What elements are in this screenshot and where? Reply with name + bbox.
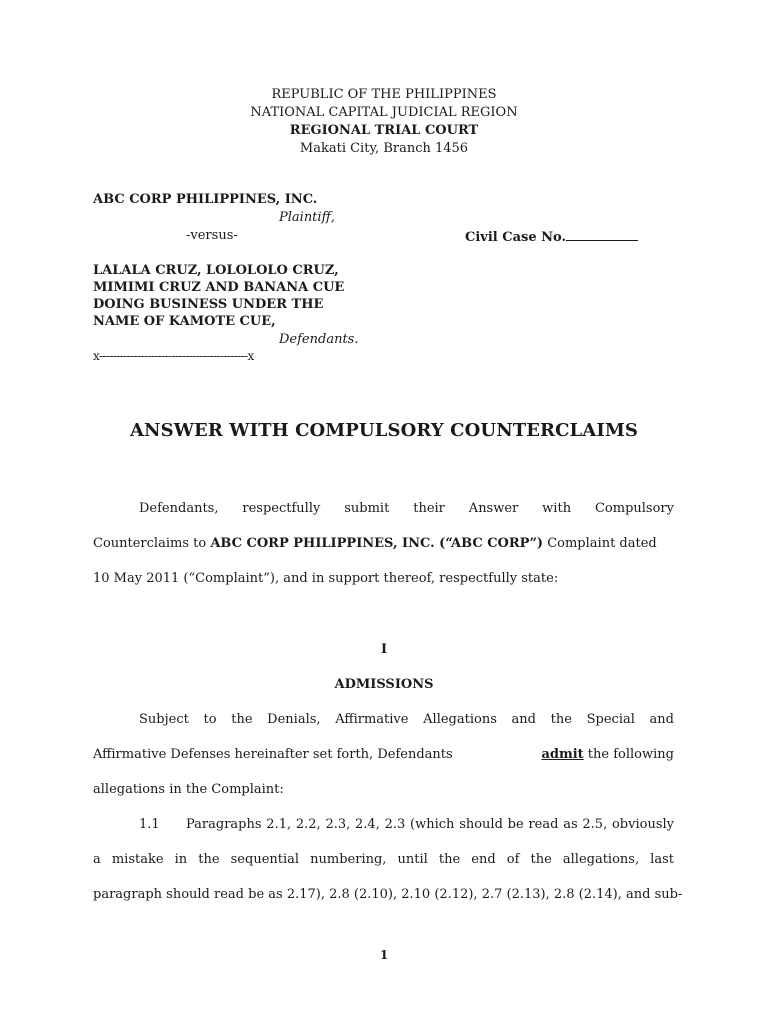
admissions-line-2 bbox=[93, 747, 674, 762]
item-line-1: Paragraphs 2.1, 2.2, 2.3, 2.4, 2.3 (which should be read as 2.5, obviously bbox=[186, 817, 674, 832]
intro-party-name: ABC CORP PHILIPPINES, INC. (“ABC CORP”) bbox=[210, 536, 544, 551]
plaintiff-role: Plaintiff, bbox=[279, 210, 335, 225]
admissions-emphasis-wrap bbox=[541, 747, 674, 762]
defendants-line: NAME OF KAMOTE CUE, bbox=[93, 314, 276, 329]
plaintiff-name: ABC CORP PHILIPPINES, INC. bbox=[93, 192, 318, 207]
header-branch: Makati City, Branch 1456 bbox=[299, 141, 469, 156]
defendants-line: LALALA CRUZ, LOLOLOLO CRUZ, bbox=[93, 263, 339, 278]
intro-line-2 bbox=[93, 536, 674, 551]
admissions-text: Affirmative Defenses hereinafter set forth, Defendants bbox=[93, 747, 453, 762]
item-line-2: a mistake in the sequential numbering, until the end of the allegations, last bbox=[93, 852, 674, 867]
admissions-line-1: Subject to the Denials, Affirmative Allegations and the Special and bbox=[139, 712, 674, 727]
item-number: 1.1 bbox=[139, 817, 160, 832]
caption-separator: x-------------------------------------------x bbox=[93, 349, 254, 363]
defendants-line: DOING BUSINESS UNDER THE bbox=[93, 297, 324, 312]
intro-text: Complaint dated bbox=[543, 536, 657, 551]
intro-line-3: 10 May 2011 (“Complaint”), and in support thereof, respectfully state: bbox=[93, 571, 559, 586]
defendants-role: Defendants. bbox=[279, 332, 359, 347]
defendants-line: MIMIMI CRUZ AND BANANA CUE bbox=[93, 280, 345, 295]
item-line-3: paragraph should read be as 2.17), 2.8 (2.10), 2.10 (2.12), 2.7 (2.13), 2.8 (2.14), and sub- bbox=[93, 887, 683, 902]
intro-line-1: Defendants, respectfully submit their Answer with Compulsory bbox=[139, 501, 674, 516]
admissions-text: the following bbox=[583, 747, 674, 762]
document-title: ANSWER WITH COMPULSORY COUNTERCLAIMS bbox=[129, 420, 639, 441]
civil-case-label: Civil Case No. bbox=[465, 230, 566, 245]
admissions-line-3: allegations in the Complaint: bbox=[93, 782, 284, 797]
intro-text: Counterclaims to bbox=[93, 536, 211, 551]
section-number: I bbox=[380, 642, 388, 657]
admit-emphasis: admit bbox=[541, 747, 584, 762]
header-region: NATIONAL CAPITAL JUDICIAL REGION bbox=[250, 105, 518, 120]
versus-label: -versus- bbox=[186, 228, 238, 243]
header-republic: REPUBLIC OF THE PHILIPPINES bbox=[271, 87, 497, 102]
case-number-blank bbox=[566, 228, 638, 241]
page-number: 1 bbox=[379, 948, 389, 962]
section-heading: ADMISSIONS bbox=[334, 677, 434, 692]
civil-case-number bbox=[465, 228, 638, 245]
header-court: REGIONAL TRIAL COURT bbox=[289, 123, 479, 138]
